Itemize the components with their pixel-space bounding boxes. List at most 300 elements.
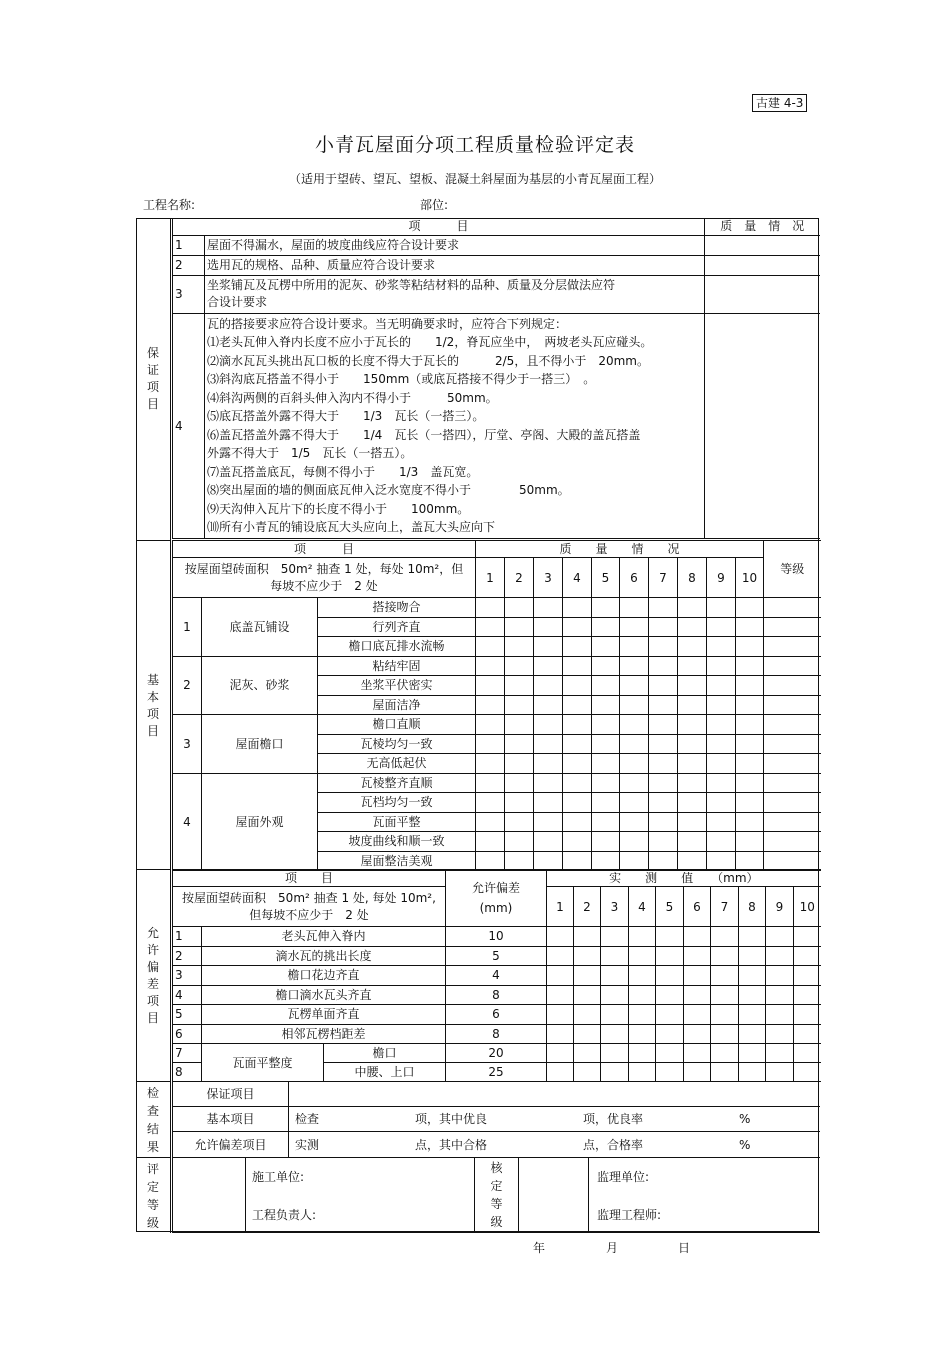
basic-grade-cell[interactable] bbox=[764, 851, 821, 871]
basic-quality-cell[interactable] bbox=[678, 637, 707, 657]
basic-quality-cell[interactable] bbox=[476, 598, 505, 618]
deviation-measured-cell[interactable] bbox=[629, 1044, 656, 1063]
supervision-engineer-label: 监理工程师: bbox=[597, 1208, 662, 1222]
deviation-measured-cell[interactable] bbox=[656, 927, 684, 947]
guarantee-row-quality[interactable] bbox=[705, 275, 820, 313]
deviation-measured-cell[interactable] bbox=[766, 927, 794, 947]
deviation-row-name: 檐口滴水瓦头齐直 bbox=[202, 985, 446, 1005]
basic-quality-cell[interactable] bbox=[592, 598, 620, 618]
guarantee-row-no: 4 bbox=[173, 313, 205, 538]
basic-quality-cell[interactable] bbox=[620, 676, 649, 696]
deviation-measured-cell[interactable] bbox=[656, 1044, 684, 1063]
basic-quality-cell[interactable] bbox=[563, 656, 592, 676]
basic-quality-cell[interactable] bbox=[534, 656, 563, 676]
basic-quality-cell[interactable] bbox=[649, 851, 678, 871]
deviation-row bbox=[173, 927, 821, 947]
deviation-measured-cell[interactable] bbox=[794, 1044, 821, 1063]
basic-grade-cell[interactable] bbox=[764, 754, 821, 774]
basic-quality-cell[interactable] bbox=[505, 832, 534, 852]
basic-quality-cell[interactable] bbox=[736, 637, 764, 657]
basic-quality-cell[interactable] bbox=[736, 812, 764, 832]
basic-quality-cell[interactable] bbox=[707, 695, 736, 715]
deviation-row bbox=[173, 1024, 821, 1044]
basic-quality-cell[interactable] bbox=[476, 812, 505, 832]
deviation-measured-cell[interactable] bbox=[794, 1024, 821, 1044]
basic-quality-cell[interactable] bbox=[505, 773, 534, 793]
deviation-measured-cell[interactable] bbox=[684, 927, 711, 947]
basic-quality-cell[interactable] bbox=[534, 773, 563, 793]
basic-quality-cell[interactable] bbox=[620, 617, 649, 637]
basic-quality-cell[interactable] bbox=[736, 598, 764, 618]
deviation-measured-cell[interactable] bbox=[601, 1024, 629, 1044]
basic-quality-cell[interactable] bbox=[678, 734, 707, 754]
check-guarantee-value[interactable] bbox=[289, 1082, 820, 1107]
basic-quality-cell[interactable] bbox=[649, 637, 678, 657]
basic-quality-cell[interactable] bbox=[505, 637, 534, 657]
guarantee-row-no: 3 bbox=[173, 275, 205, 313]
deviation-measured-cell[interactable] bbox=[684, 1044, 711, 1063]
basic-quality-cell[interactable] bbox=[592, 773, 620, 793]
deviation-col-header: 5 bbox=[656, 887, 684, 927]
deviation-measured-cell[interactable] bbox=[766, 985, 794, 1005]
deviation-measured-cell[interactable] bbox=[601, 1044, 629, 1063]
basic-quality-cell[interactable] bbox=[707, 676, 736, 696]
deviation-measured-cell[interactable] bbox=[574, 1063, 601, 1082]
basic-quality-cell[interactable] bbox=[707, 832, 736, 852]
basic-quality-cell[interactable] bbox=[476, 832, 505, 852]
deviation-measured-cell[interactable] bbox=[739, 1005, 766, 1025]
guarantee-row-no: 2 bbox=[173, 255, 205, 275]
basic-quality-cell[interactable] bbox=[476, 695, 505, 715]
basic-quality-cell[interactable] bbox=[534, 637, 563, 657]
guarantee-table bbox=[172, 218, 820, 539]
basic-group-name: 屋面外观 bbox=[202, 773, 318, 871]
basic-quality-cell[interactable] bbox=[678, 715, 707, 735]
basic-quality-cell[interactable] bbox=[678, 695, 707, 715]
deviation-measured-cell[interactable] bbox=[711, 1044, 739, 1063]
deviation-measured-cell[interactable] bbox=[766, 1063, 794, 1082]
basic-quality-cell[interactable] bbox=[476, 734, 505, 754]
basic-quality-cell[interactable] bbox=[678, 656, 707, 676]
basic-quality-cell[interactable] bbox=[649, 812, 678, 832]
basic-col-header: 8 bbox=[678, 558, 707, 598]
deviation-measured-cell[interactable] bbox=[629, 985, 656, 1005]
deviation-measured-cell[interactable] bbox=[711, 1005, 739, 1025]
basic-grade-cell[interactable] bbox=[764, 637, 821, 657]
basic-quality-cell[interactable] bbox=[678, 812, 707, 832]
deviation-measured-cell[interactable] bbox=[739, 1044, 766, 1063]
deviation-row-no: 2 bbox=[173, 946, 202, 966]
basic-quality-cell[interactable] bbox=[736, 695, 764, 715]
basic-quality-cell[interactable] bbox=[649, 617, 678, 637]
basic-quality-cell[interactable] bbox=[707, 637, 736, 657]
basic-item-label: 瓦面平整 bbox=[318, 812, 476, 832]
basic-quality-cell[interactable] bbox=[678, 617, 707, 637]
basic-quality-cell[interactable] bbox=[592, 637, 620, 657]
basic-quality-cell[interactable] bbox=[592, 851, 620, 871]
basic-quality-cell[interactable] bbox=[592, 617, 620, 637]
basic-item-row bbox=[173, 715, 821, 735]
deviation-measured-cell[interactable] bbox=[739, 966, 766, 986]
basic-quality-cell[interactable] bbox=[707, 773, 736, 793]
basic-quality-cell[interactable] bbox=[736, 734, 764, 754]
guarantee-header-quality: 质 量 情 况 bbox=[705, 218, 820, 235]
basic-quality-cell[interactable] bbox=[620, 695, 649, 715]
deviation-measured-cell[interactable] bbox=[601, 985, 629, 1005]
basic-quality-cell[interactable] bbox=[563, 676, 592, 696]
basic-quality-cell[interactable] bbox=[476, 656, 505, 676]
check-basic-value[interactable]: 检查 项，其中优良 项，优良率 % bbox=[289, 1107, 820, 1132]
basic-quality-cell[interactable] bbox=[736, 656, 764, 676]
deviation-measured-cell[interactable] bbox=[684, 1024, 711, 1044]
deviation-measured-cell[interactable] bbox=[656, 985, 684, 1005]
deviation-measured-cell[interactable] bbox=[629, 927, 656, 947]
basic-quality-cell[interactable] bbox=[649, 754, 678, 774]
deviation-measured-cell[interactable] bbox=[547, 1063, 574, 1082]
basic-quality-cell[interactable] bbox=[707, 598, 736, 618]
basic-quality-cell[interactable] bbox=[563, 793, 592, 813]
basic-quality-cell[interactable] bbox=[620, 793, 649, 813]
basic-quality-cell[interactable] bbox=[678, 832, 707, 852]
deviation-measured-cell[interactable] bbox=[656, 946, 684, 966]
basic-quality-cell[interactable] bbox=[620, 812, 649, 832]
deviation-measured-cell[interactable] bbox=[601, 946, 629, 966]
deviation-row-no: 3 bbox=[173, 966, 202, 986]
check-deviation-value[interactable]: 实测 点，其中合格 点，合格率 % bbox=[289, 1132, 820, 1158]
basic-quality-cell[interactable] bbox=[649, 598, 678, 618]
basic-quality-cell[interactable] bbox=[707, 617, 736, 637]
basic-quality-cell[interactable] bbox=[707, 734, 736, 754]
deviation-table bbox=[172, 869, 821, 1082]
deviation-measured-cell[interactable] bbox=[629, 1063, 656, 1082]
basic-col-header: 6 bbox=[620, 558, 649, 598]
basic-quality-cell[interactable] bbox=[534, 598, 563, 618]
basic-quality-cell[interactable] bbox=[534, 832, 563, 852]
basic-grade-cell[interactable] bbox=[764, 832, 821, 852]
deviation-row-no: 6 bbox=[173, 1024, 202, 1044]
deviation-measured-cell[interactable] bbox=[711, 966, 739, 986]
basic-grade-cell[interactable] bbox=[764, 598, 821, 618]
basic-quality-cell[interactable] bbox=[620, 851, 649, 871]
deviation-measured-cell[interactable] bbox=[766, 966, 794, 986]
deviation-row-name: 滴水瓦的挑出长度 bbox=[202, 946, 446, 966]
deviation-measured-cell[interactable] bbox=[547, 985, 574, 1005]
basic-grade-cell[interactable] bbox=[764, 812, 821, 832]
basic-quality-cell[interactable] bbox=[649, 715, 678, 735]
deviation-measured-cell[interactable] bbox=[684, 985, 711, 1005]
basic-quality-cell[interactable] bbox=[505, 851, 534, 871]
guarantee-row-text: 选用瓦的规格、品种、质量应符合设计要求 bbox=[205, 255, 705, 275]
basic-quality-cell[interactable] bbox=[505, 656, 534, 676]
basic-quality-cell[interactable] bbox=[534, 695, 563, 715]
basic-quality-cell[interactable] bbox=[534, 617, 563, 637]
deviation-measured-cell[interactable] bbox=[739, 985, 766, 1005]
deviation-measured-cell[interactable] bbox=[711, 946, 739, 966]
deviation-measured-cell[interactable] bbox=[601, 1063, 629, 1082]
basic-quality-cell[interactable] bbox=[534, 793, 563, 813]
basic-quality-cell[interactable] bbox=[678, 598, 707, 618]
basic-grade-cell[interactable] bbox=[764, 695, 821, 715]
basic-quality-cell[interactable] bbox=[505, 676, 534, 696]
deviation-measured-cell[interactable] bbox=[601, 966, 629, 986]
basic-quality-cell[interactable] bbox=[620, 656, 649, 676]
deviation-measured-cell[interactable] bbox=[629, 946, 656, 966]
basic-quality-cell[interactable] bbox=[620, 637, 649, 657]
basic-quality-cell[interactable] bbox=[736, 832, 764, 852]
basic-quality-cell[interactable] bbox=[620, 754, 649, 774]
basic-quality-cell[interactable] bbox=[476, 715, 505, 735]
basic-quality-cell[interactable] bbox=[736, 715, 764, 735]
deviation-measured-cell[interactable] bbox=[547, 1044, 574, 1063]
basic-quality-cell[interactable] bbox=[592, 695, 620, 715]
basic-quality-cell[interactable] bbox=[563, 617, 592, 637]
eval-construction-cell[interactable] bbox=[246, 1158, 475, 1233]
basic-quality-cell[interactable] bbox=[649, 793, 678, 813]
basic-quality-cell[interactable] bbox=[649, 773, 678, 793]
deviation-measured-cell[interactable] bbox=[629, 966, 656, 986]
project-leader-label: 工程负责人: bbox=[252, 1208, 317, 1222]
basic-grade-cell[interactable] bbox=[764, 617, 821, 637]
eval-supervision-cell[interactable] bbox=[589, 1158, 820, 1233]
basic-quality-cell[interactable] bbox=[649, 832, 678, 852]
basic-quality-cell[interactable] bbox=[649, 656, 678, 676]
basic-quality-cell[interactable] bbox=[592, 793, 620, 813]
basic-quality-cell[interactable] bbox=[678, 793, 707, 813]
basic-quality-cell[interactable] bbox=[736, 773, 764, 793]
deviation-measured-cell[interactable] bbox=[574, 946, 601, 966]
deviation-measured-cell[interactable] bbox=[711, 1063, 739, 1082]
deviation-measured-cell[interactable] bbox=[547, 1005, 574, 1025]
deviation-measured-cell[interactable] bbox=[629, 1005, 656, 1025]
basic-grade-cell[interactable] bbox=[764, 656, 821, 676]
basic-quality-cell[interactable] bbox=[707, 812, 736, 832]
deviation-measured-cell[interactable] bbox=[711, 985, 739, 1005]
deviation-row-name: 瓦楞单面齐直 bbox=[202, 1005, 446, 1025]
basic-group-no: 1 bbox=[173, 598, 202, 657]
basic-group-name: 泥灰、砂浆 bbox=[202, 656, 318, 715]
deviation-flatness-sub-name: 中腰、上口 bbox=[324, 1063, 446, 1082]
basic-quality-cell[interactable] bbox=[476, 637, 505, 657]
basic-quality-cell[interactable] bbox=[563, 734, 592, 754]
basic-quality-cell[interactable] bbox=[505, 695, 534, 715]
basic-quality-cell[interactable] bbox=[649, 734, 678, 754]
guarantee-row-quality[interactable] bbox=[705, 313, 820, 538]
basic-quality-cell[interactable] bbox=[707, 656, 736, 676]
deviation-measured-cell[interactable] bbox=[684, 946, 711, 966]
basic-quality-cell[interactable] bbox=[534, 676, 563, 696]
basic-quality-cell[interactable] bbox=[505, 793, 534, 813]
deviation-measured-cell[interactable] bbox=[574, 1024, 601, 1044]
basic-col-header: 7 bbox=[649, 558, 678, 598]
basic-quality-cell[interactable] bbox=[736, 617, 764, 637]
basic-quality-cell[interactable] bbox=[563, 637, 592, 657]
basic-quality-cell[interactable] bbox=[707, 754, 736, 774]
basic-quality-cell[interactable] bbox=[563, 715, 592, 735]
deviation-col-header: 4 bbox=[629, 887, 656, 927]
deviation-measured-cell[interactable] bbox=[547, 966, 574, 986]
basic-quality-cell[interactable] bbox=[736, 851, 764, 871]
basic-header-quality: 质 量 情 况 bbox=[476, 541, 764, 558]
basic-quality-cell[interactable] bbox=[707, 851, 736, 871]
basic-quality-cell[interactable] bbox=[476, 793, 505, 813]
basic-quality-cell[interactable] bbox=[563, 695, 592, 715]
eval-grade-cell[interactable] bbox=[173, 1158, 246, 1233]
deviation-measured-cell[interactable] bbox=[711, 927, 739, 947]
basic-group-no: 4 bbox=[173, 773, 202, 871]
basic-item-label: 粘结牢固 bbox=[318, 656, 476, 676]
basic-grade-cell[interactable] bbox=[764, 676, 821, 696]
basic-item-label: 檐口底瓦排水流畅 bbox=[318, 637, 476, 657]
deviation-measured-cell[interactable] bbox=[547, 946, 574, 966]
basic-quality-cell[interactable] bbox=[736, 676, 764, 696]
guarantee-row-no: 1 bbox=[173, 235, 205, 255]
verify-grade-label: 核 定 等 级 bbox=[475, 1158, 519, 1233]
deviation-measured-cell[interactable] bbox=[547, 927, 574, 947]
verify-grade-cell[interactable] bbox=[519, 1158, 589, 1233]
basic-sampling: 按屋面望砖面积 50m² 抽查 1 处，每处 10m²，但 每坡不应少于 2 处 bbox=[173, 558, 476, 598]
deviation-measured-cell[interactable] bbox=[766, 1005, 794, 1025]
basic-quality-cell[interactable] bbox=[476, 754, 505, 774]
basic-quality-cell[interactable] bbox=[649, 676, 678, 696]
deviation-measured-cell[interactable] bbox=[656, 1063, 684, 1082]
basic-col-header: 4 bbox=[563, 558, 592, 598]
basic-quality-cell[interactable] bbox=[505, 812, 534, 832]
basic-quality-cell[interactable] bbox=[534, 734, 563, 754]
page-subtitle: （适用于望砖、望瓦、望板、混凝土斜屋面为基层的小青瓦屋面工程） bbox=[288, 172, 661, 186]
basic-quality-cell[interactable] bbox=[476, 676, 505, 696]
basic-quality-cell[interactable] bbox=[534, 851, 563, 871]
deviation-measured-cell[interactable] bbox=[766, 1024, 794, 1044]
deviation-row-no: 8 bbox=[173, 1063, 202, 1082]
basic-quality-cell[interactable] bbox=[563, 812, 592, 832]
basic-quality-cell[interactable] bbox=[563, 598, 592, 618]
deviation-measured-cell[interactable] bbox=[684, 1005, 711, 1025]
basic-quality-cell[interactable] bbox=[592, 832, 620, 852]
deviation-measured-cell[interactable] bbox=[656, 1005, 684, 1025]
construction-unit-label: 施工单位: bbox=[252, 1170, 305, 1184]
deviation-flatness-sub-name: 檐口 bbox=[324, 1044, 446, 1063]
basic-quality-cell[interactable] bbox=[534, 715, 563, 735]
deviation-measured-cell[interactable] bbox=[574, 1005, 601, 1025]
basic-quality-cell[interactable] bbox=[620, 773, 649, 793]
eval-table bbox=[172, 1157, 820, 1233]
deviation-col-header: 1 bbox=[547, 887, 574, 927]
basic-quality-cell[interactable] bbox=[736, 754, 764, 774]
deviation-measured-cell[interactable] bbox=[794, 966, 821, 986]
basic-quality-cell[interactable] bbox=[620, 832, 649, 852]
basic-quality-cell[interactable] bbox=[505, 715, 534, 735]
deviation-measured-cell[interactable] bbox=[574, 1044, 601, 1063]
basic-quality-cell[interactable] bbox=[707, 715, 736, 735]
deviation-measured-cell[interactable] bbox=[656, 1024, 684, 1044]
basic-quality-cell[interactable] bbox=[620, 598, 649, 618]
deviation-measured-cell[interactable] bbox=[547, 1024, 574, 1044]
deviation-measured-cell[interactable] bbox=[574, 985, 601, 1005]
basic-quality-cell[interactable] bbox=[736, 793, 764, 813]
basic-quality-cell[interactable] bbox=[563, 832, 592, 852]
basic-quality-cell[interactable] bbox=[707, 793, 736, 813]
deviation-measured-cell[interactable] bbox=[739, 927, 766, 947]
basic-grade-cell[interactable] bbox=[764, 793, 821, 813]
basic-quality-cell[interactable] bbox=[678, 851, 707, 871]
basic-quality-cell[interactable] bbox=[678, 773, 707, 793]
basic-header-item: 项 目 bbox=[173, 541, 476, 558]
guarantee-row-quality[interactable] bbox=[705, 235, 820, 255]
basic-quality-cell[interactable] bbox=[563, 773, 592, 793]
basic-quality-cell[interactable] bbox=[620, 734, 649, 754]
deviation-measured-cell[interactable] bbox=[629, 1024, 656, 1044]
deviation-measured-cell[interactable] bbox=[601, 1005, 629, 1025]
deviation-header-tolerance: 允许偏差 (mm) bbox=[446, 870, 547, 927]
deviation-measured-cell[interactable] bbox=[739, 1063, 766, 1082]
deviation-col-header: 3 bbox=[601, 887, 629, 927]
basic-quality-cell[interactable] bbox=[592, 656, 620, 676]
deviation-measured-cell[interactable] bbox=[574, 927, 601, 947]
deviation-measured-cell[interactable] bbox=[739, 1024, 766, 1044]
deviation-measured-cell[interactable] bbox=[766, 1044, 794, 1063]
basic-quality-cell[interactable] bbox=[476, 617, 505, 637]
basic-quality-cell[interactable] bbox=[592, 715, 620, 735]
basic-quality-cell[interactable] bbox=[534, 812, 563, 832]
basic-col-header: 9 bbox=[707, 558, 736, 598]
deviation-row-no: 5 bbox=[173, 1005, 202, 1025]
deviation-measured-cell[interactable] bbox=[684, 1063, 711, 1082]
deviation-measured-cell[interactable] bbox=[794, 1005, 821, 1025]
basic-quality-cell[interactable] bbox=[678, 754, 707, 774]
deviation-measured-cell[interactable] bbox=[739, 946, 766, 966]
deviation-measured-cell[interactable] bbox=[766, 946, 794, 966]
basic-quality-cell[interactable] bbox=[649, 695, 678, 715]
basic-quality-cell[interactable] bbox=[476, 851, 505, 871]
deviation-measured-cell[interactable] bbox=[684, 966, 711, 986]
guarantee-row-quality[interactable] bbox=[705, 255, 820, 275]
basic-quality-cell[interactable] bbox=[505, 598, 534, 618]
basic-quality-cell[interactable] bbox=[505, 617, 534, 637]
deviation-row-name: 相邻瓦楞档距差 bbox=[202, 1024, 446, 1044]
basic-quality-cell[interactable] bbox=[678, 676, 707, 696]
basic-quality-cell[interactable] bbox=[592, 676, 620, 696]
deviation-measured-cell[interactable] bbox=[656, 966, 684, 986]
basic-quality-cell[interactable] bbox=[620, 715, 649, 735]
basic-quality-cell[interactable] bbox=[534, 754, 563, 774]
basic-quality-cell[interactable] bbox=[476, 773, 505, 793]
basic-quality-cell[interactable] bbox=[563, 754, 592, 774]
deviation-sampling: 按屋面望砖面积 50m² 抽查 1 处, 每处 10m², 但每坡不应少于 2 处 bbox=[173, 887, 446, 927]
basic-quality-cell[interactable] bbox=[592, 812, 620, 832]
deviation-measured-cell[interactable] bbox=[794, 946, 821, 966]
deviation-measured-cell[interactable] bbox=[601, 927, 629, 947]
basic-col-header: 5 bbox=[592, 558, 620, 598]
basic-quality-cell[interactable] bbox=[592, 754, 620, 774]
basic-quality-cell[interactable] bbox=[505, 734, 534, 754]
deviation-row bbox=[173, 1044, 821, 1063]
deviation-measured-cell[interactable] bbox=[794, 927, 821, 947]
basic-quality-cell[interactable] bbox=[505, 754, 534, 774]
basic-group-name: 屋面檐口 bbox=[202, 715, 318, 774]
deviation-measured-cell[interactable] bbox=[574, 966, 601, 986]
deviation-row-no: 4 bbox=[173, 985, 202, 1005]
deviation-measured-cell[interactable] bbox=[794, 985, 821, 1005]
guarantee-header-item: 项 目 bbox=[173, 218, 705, 235]
basic-grade-cell[interactable] bbox=[764, 773, 821, 793]
basic-grade-cell[interactable] bbox=[764, 715, 821, 735]
deviation-measured-cell[interactable] bbox=[794, 1063, 821, 1082]
basic-grade-cell[interactable] bbox=[764, 734, 821, 754]
basic-quality-cell[interactable] bbox=[563, 851, 592, 871]
basic-quality-cell[interactable] bbox=[592, 734, 620, 754]
deviation-row-name: 老头瓦伸入脊内 bbox=[202, 927, 446, 947]
deviation-measured-cell[interactable] bbox=[711, 1024, 739, 1044]
